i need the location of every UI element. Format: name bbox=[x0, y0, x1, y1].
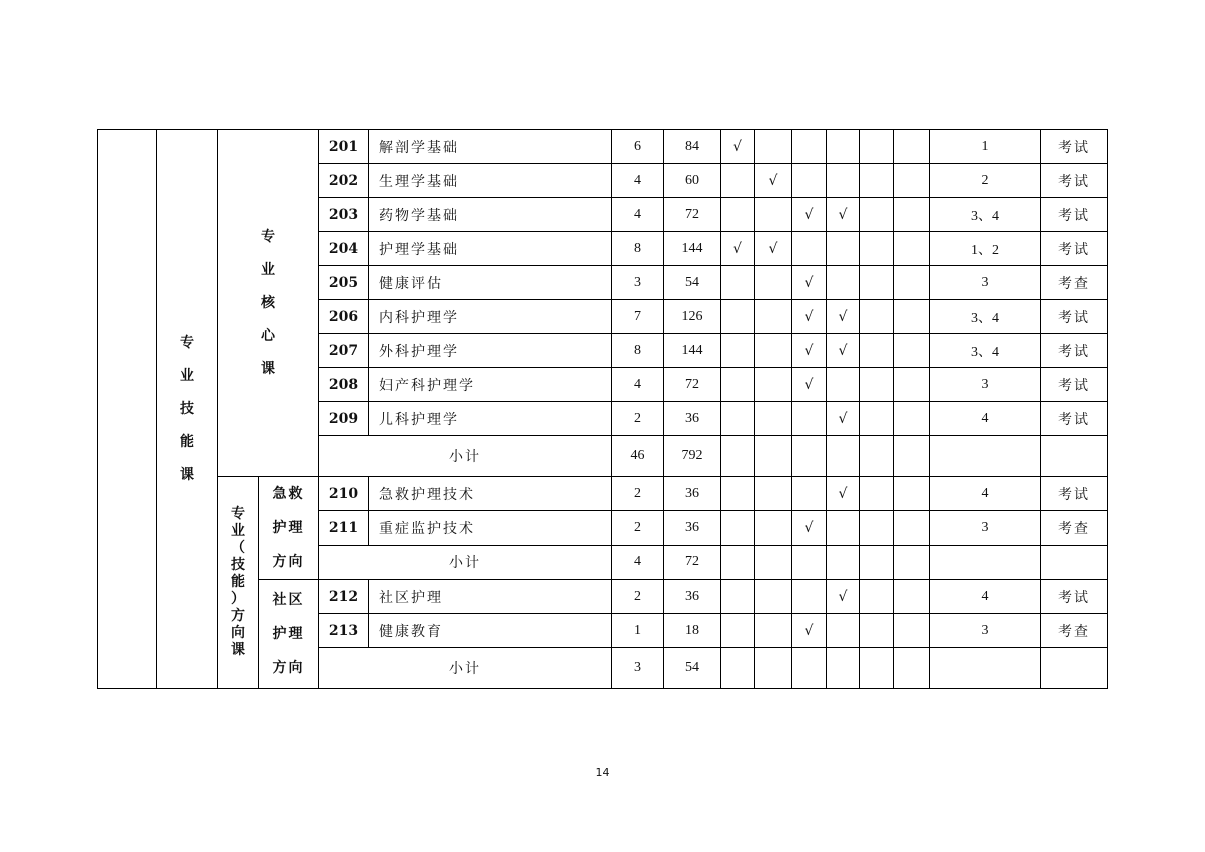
semester-3-mark: √ bbox=[792, 198, 827, 232]
semester-2-mark bbox=[755, 477, 792, 511]
course-semester: 4 bbox=[930, 477, 1041, 511]
semester-6-mark bbox=[894, 477, 930, 511]
semester-1-mark: √ bbox=[721, 232, 755, 266]
empty-cell bbox=[827, 545, 860, 579]
semester-3-mark bbox=[792, 580, 827, 614]
course-name: 护理学基础 bbox=[369, 232, 612, 266]
course-credits: 2 bbox=[612, 511, 664, 545]
curriculum-table-body bbox=[98, 130, 1108, 689]
course-hours: 36 bbox=[664, 580, 721, 614]
semester-5-mark bbox=[860, 580, 894, 614]
course-hours: 18 bbox=[664, 614, 721, 648]
semester-6-mark bbox=[894, 164, 930, 198]
semester-4-mark bbox=[827, 232, 860, 266]
semester-2-mark bbox=[755, 130, 792, 164]
category-label: 专 业 技 能 课 bbox=[180, 334, 194, 483]
course-code: 202 bbox=[319, 164, 369, 198]
semester-4-mark bbox=[827, 266, 860, 300]
course-code: 213 bbox=[319, 614, 369, 648]
empty-cell bbox=[894, 436, 930, 477]
course-code: 212 bbox=[319, 580, 369, 614]
course-semester: 3 bbox=[930, 614, 1041, 648]
semester-4-mark: √ bbox=[827, 334, 860, 368]
empty-cell bbox=[930, 545, 1041, 579]
semester-5-mark bbox=[860, 614, 894, 648]
semester-1-mark bbox=[721, 402, 755, 436]
semester-2-mark: √ bbox=[755, 164, 792, 198]
semester-4-mark: √ bbox=[827, 477, 860, 511]
semester-4-mark: √ bbox=[827, 198, 860, 232]
semester-5-mark bbox=[860, 130, 894, 164]
semester-6-mark bbox=[894, 232, 930, 266]
semester-1-mark: √ bbox=[721, 130, 755, 164]
course-hours: 60 bbox=[664, 164, 721, 198]
emergency-direction-label: 急救 护理 方向 bbox=[272, 486, 305, 570]
course-assessment: 考试 bbox=[1041, 402, 1108, 436]
empty-cell bbox=[894, 545, 930, 579]
semester-1-mark bbox=[721, 300, 755, 334]
subtotal-hours: 54 bbox=[664, 648, 721, 689]
empty-cell bbox=[1041, 648, 1108, 689]
subtotal-credits: 3 bbox=[612, 648, 664, 689]
semester-1-mark bbox=[721, 614, 755, 648]
semester-5-mark bbox=[860, 511, 894, 545]
semester-4-mark bbox=[827, 368, 860, 402]
course-hours: 144 bbox=[664, 232, 721, 266]
semester-5-mark bbox=[860, 477, 894, 511]
course-name: 外科护理学 bbox=[369, 334, 612, 368]
course-hours: 54 bbox=[664, 266, 721, 300]
semester-3-mark: √ bbox=[792, 266, 827, 300]
semester-3-mark bbox=[792, 164, 827, 198]
course-assessment: 考试 bbox=[1041, 300, 1108, 334]
empty-cell bbox=[792, 648, 827, 689]
course-name: 急救护理技术 bbox=[369, 477, 612, 511]
subtotal-label: 小计 bbox=[319, 545, 612, 579]
page-number: 14 bbox=[595, 766, 610, 779]
course-name: 内科护理学 bbox=[369, 300, 612, 334]
empty-cell bbox=[860, 436, 894, 477]
course-credits: 8 bbox=[612, 232, 664, 266]
course-name: 健康评估 bbox=[369, 266, 612, 300]
course-assessment: 考试 bbox=[1041, 198, 1108, 232]
semester-6-mark bbox=[894, 334, 930, 368]
empty-cell bbox=[860, 545, 894, 579]
semester-1-mark bbox=[721, 266, 755, 300]
course-assessment: 考试 bbox=[1041, 334, 1108, 368]
semester-3-mark: √ bbox=[792, 614, 827, 648]
empty-cell bbox=[755, 648, 792, 689]
semester-4-mark bbox=[827, 164, 860, 198]
course-credits: 2 bbox=[612, 402, 664, 436]
course-assessment: 考试 bbox=[1041, 130, 1108, 164]
course-semester: 4 bbox=[930, 580, 1041, 614]
empty-cell bbox=[792, 436, 827, 477]
semester-3-mark: √ bbox=[792, 368, 827, 402]
community-direction-label: 社区 护理 方向 bbox=[272, 592, 305, 676]
semester-6-mark bbox=[894, 198, 930, 232]
course-name: 健康教育 bbox=[369, 614, 612, 648]
course-credits: 8 bbox=[612, 334, 664, 368]
semester-1-mark bbox=[721, 580, 755, 614]
semester-6-mark bbox=[894, 130, 930, 164]
course-credits: 4 bbox=[612, 198, 664, 232]
course-hours: 36 bbox=[664, 477, 721, 511]
course-semester: 3 bbox=[930, 266, 1041, 300]
course-name: 儿科护理学 bbox=[369, 402, 612, 436]
course-semester: 3、4 bbox=[930, 198, 1041, 232]
semester-6-mark bbox=[894, 368, 930, 402]
semester-6-mark bbox=[894, 266, 930, 300]
semester-5-mark bbox=[860, 198, 894, 232]
course-code: 208 bbox=[319, 368, 369, 402]
semester-4-mark: √ bbox=[827, 300, 860, 334]
course-semester: 3 bbox=[930, 368, 1041, 402]
semester-5-mark bbox=[860, 300, 894, 334]
course-semester: 1、2 bbox=[930, 232, 1041, 266]
semester-3-mark bbox=[792, 130, 827, 164]
course-hours: 126 bbox=[664, 300, 721, 334]
course-credits: 4 bbox=[612, 164, 664, 198]
course-name: 解剖学基础 bbox=[369, 130, 612, 164]
course-code: 204 bbox=[319, 232, 369, 266]
semester-2-mark bbox=[755, 266, 792, 300]
semester-1-mark bbox=[721, 198, 755, 232]
course-credits: 7 bbox=[612, 300, 664, 334]
course-assessment: 考查 bbox=[1041, 266, 1108, 300]
table-row bbox=[98, 477, 1108, 511]
course-assessment: 考查 bbox=[1041, 614, 1108, 648]
subtotal-hours: 72 bbox=[664, 545, 721, 579]
semester-5-mark bbox=[860, 334, 894, 368]
semester-1-mark bbox=[721, 477, 755, 511]
community-direction-cell bbox=[259, 580, 319, 689]
empty-cell bbox=[930, 436, 1041, 477]
course-assessment: 考试 bbox=[1041, 232, 1108, 266]
course-hours: 84 bbox=[664, 130, 721, 164]
course-hours: 36 bbox=[664, 402, 721, 436]
semester-6-mark bbox=[894, 402, 930, 436]
semester-2-mark: √ bbox=[755, 232, 792, 266]
semester-6-mark bbox=[894, 614, 930, 648]
course-semester: 3、4 bbox=[930, 334, 1041, 368]
course-assessment: 考试 bbox=[1041, 368, 1108, 402]
course-name: 社区护理 bbox=[369, 580, 612, 614]
semester-2-mark bbox=[755, 300, 792, 334]
subtotal-credits: 46 bbox=[612, 436, 664, 477]
core-course-group-cell bbox=[218, 130, 319, 477]
course-hours: 36 bbox=[664, 511, 721, 545]
empty-cell bbox=[755, 545, 792, 579]
course-code: 210 bbox=[319, 477, 369, 511]
course-credits: 3 bbox=[612, 266, 664, 300]
semester-2-mark bbox=[755, 368, 792, 402]
semester-6-mark bbox=[894, 511, 930, 545]
semester-3-mark: √ bbox=[792, 334, 827, 368]
subtotal-credits: 4 bbox=[612, 545, 664, 579]
course-name: 重症监护技术 bbox=[369, 511, 612, 545]
semester-5-mark bbox=[860, 232, 894, 266]
course-hours: 144 bbox=[664, 334, 721, 368]
semester-6-mark bbox=[894, 580, 930, 614]
empty-cell bbox=[860, 648, 894, 689]
direction-course-label: 专 业 （ 技 能 ） 方 向 课 bbox=[231, 506, 245, 658]
semester-4-mark bbox=[827, 614, 860, 648]
course-semester: 1 bbox=[930, 130, 1041, 164]
semester-2-mark bbox=[755, 198, 792, 232]
semester-2-mark bbox=[755, 580, 792, 614]
course-semester: 3、4 bbox=[930, 300, 1041, 334]
course-semester: 3 bbox=[930, 511, 1041, 545]
semester-4-mark: √ bbox=[827, 402, 860, 436]
semester-4-mark bbox=[827, 130, 860, 164]
semester-1-mark bbox=[721, 164, 755, 198]
category-cell bbox=[157, 130, 218, 689]
semester-3-mark bbox=[792, 477, 827, 511]
semester-5-mark bbox=[860, 368, 894, 402]
course-assessment: 考查 bbox=[1041, 511, 1108, 545]
course-code: 211 bbox=[319, 511, 369, 545]
semester-5-mark bbox=[860, 402, 894, 436]
semester-3-mark: √ bbox=[792, 300, 827, 334]
subtotal-hours: 792 bbox=[664, 436, 721, 477]
course-credits: 2 bbox=[612, 580, 664, 614]
empty-cell bbox=[755, 436, 792, 477]
empty-cell bbox=[930, 648, 1041, 689]
direction-course-group-cell bbox=[218, 477, 259, 689]
course-semester: 4 bbox=[930, 402, 1041, 436]
course-credits: 4 bbox=[612, 368, 664, 402]
empty-cell bbox=[721, 545, 755, 579]
table-row bbox=[98, 130, 1108, 164]
course-assessment: 考试 bbox=[1041, 164, 1108, 198]
course-code: 205 bbox=[319, 266, 369, 300]
semester-2-mark bbox=[755, 334, 792, 368]
course-credits: 1 bbox=[612, 614, 664, 648]
semester-2-mark bbox=[755, 614, 792, 648]
subtotal-label: 小计 bbox=[319, 436, 612, 477]
course-hours: 72 bbox=[664, 198, 721, 232]
emergency-direction-cell bbox=[259, 477, 319, 580]
curriculum-table bbox=[97, 129, 1108, 689]
course-assessment: 考试 bbox=[1041, 477, 1108, 511]
empty-cell bbox=[1041, 545, 1108, 579]
empty-cell bbox=[721, 436, 755, 477]
semester-2-mark bbox=[755, 511, 792, 545]
course-credits: 6 bbox=[612, 130, 664, 164]
empty-cell bbox=[827, 648, 860, 689]
empty-cell bbox=[894, 648, 930, 689]
empty-cell bbox=[1041, 436, 1108, 477]
semester-2-mark bbox=[755, 402, 792, 436]
semester-5-mark bbox=[860, 266, 894, 300]
course-name: 生理学基础 bbox=[369, 164, 612, 198]
course-code: 203 bbox=[319, 198, 369, 232]
subtotal-label: 小计 bbox=[319, 648, 612, 689]
semester-1-mark bbox=[721, 368, 755, 402]
course-hours: 72 bbox=[664, 368, 721, 402]
empty-outer-cell bbox=[98, 130, 157, 689]
semester-3-mark bbox=[792, 232, 827, 266]
course-semester: 2 bbox=[930, 164, 1041, 198]
course-code: 209 bbox=[319, 402, 369, 436]
semester-1-mark bbox=[721, 334, 755, 368]
course-code: 206 bbox=[319, 300, 369, 334]
empty-cell bbox=[792, 545, 827, 579]
semester-3-mark: √ bbox=[792, 511, 827, 545]
semester-3-mark bbox=[792, 402, 827, 436]
course-code: 207 bbox=[319, 334, 369, 368]
empty-cell bbox=[827, 436, 860, 477]
course-credits: 2 bbox=[612, 477, 664, 511]
semester-4-mark: √ bbox=[827, 580, 860, 614]
core-course-label: 专 业 核 心 课 bbox=[261, 228, 275, 377]
course-name: 药物学基础 bbox=[369, 198, 612, 232]
semester-1-mark bbox=[721, 511, 755, 545]
course-code: 201 bbox=[319, 130, 369, 164]
semester-4-mark bbox=[827, 511, 860, 545]
semester-5-mark bbox=[860, 164, 894, 198]
empty-cell bbox=[721, 648, 755, 689]
course-name: 妇产科护理学 bbox=[369, 368, 612, 402]
semester-6-mark bbox=[894, 300, 930, 334]
course-assessment: 考试 bbox=[1041, 580, 1108, 614]
